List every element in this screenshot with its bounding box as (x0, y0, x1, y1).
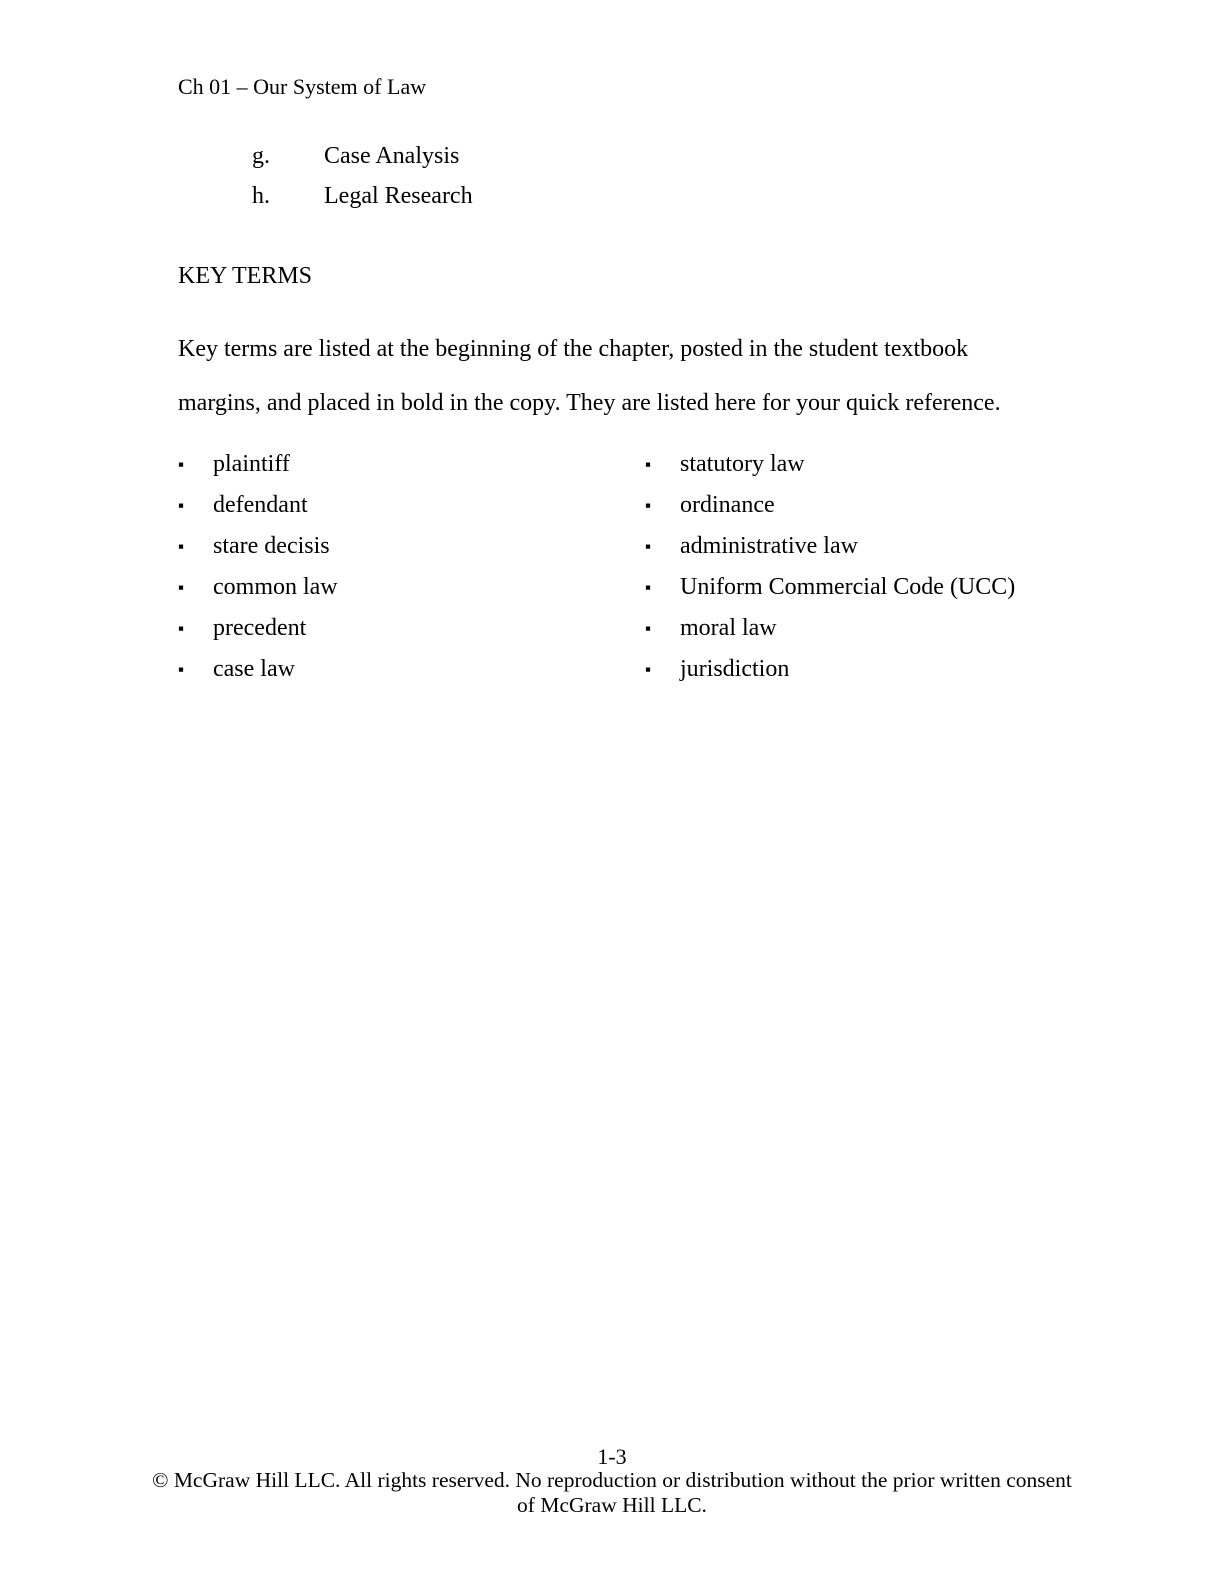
key-term-item (178, 608, 338, 649)
square-bullet-icon: ▪ (645, 455, 652, 474)
square-bullet-icon: ▪ (178, 496, 185, 515)
key-term-item (178, 567, 338, 608)
square-bullet-icon: ▪ (645, 537, 652, 556)
copyright-line: of McGraw Hill LLC. (517, 1493, 707, 1517)
key-term-item (178, 444, 338, 485)
key-term-label: stare decisis (213, 533, 330, 559)
key-term-label: statutory law (680, 451, 805, 477)
key-term-label: ordinance (680, 492, 775, 518)
page-number: 1-3 (597, 1444, 627, 1469)
key-term-label: common law (213, 574, 338, 600)
outline-item (252, 183, 473, 210)
outline-item (252, 143, 459, 170)
key-term-item (645, 485, 1015, 526)
key-term-label: administrative law (680, 533, 858, 559)
key-term-item (645, 567, 1015, 608)
key-term-item (645, 608, 1015, 649)
outline-item-label: Case Analysis (324, 143, 460, 169)
copyright-line: © McGraw Hill LLC. All rights reserved. No reproduction or distribution without the prior written consent (152, 1468, 1072, 1492)
square-bullet-icon: ▪ (645, 619, 652, 638)
outline-item-marker: h. (252, 183, 270, 209)
copyright-notice (0, 1468, 1224, 1518)
key-terms-right-column (645, 444, 1015, 690)
outline-item-marker: g. (252, 143, 270, 169)
key-term-item (645, 444, 1015, 485)
key-term-label: defendant (213, 492, 308, 518)
key-term-item (178, 485, 338, 526)
square-bullet-icon: ▪ (645, 660, 652, 679)
square-bullet-icon: ▪ (645, 496, 652, 515)
square-bullet-icon: ▪ (178, 619, 185, 638)
key-term-item (178, 526, 338, 567)
square-bullet-icon: ▪ (178, 537, 185, 556)
outline-item-label: Legal Research (324, 183, 473, 209)
square-bullet-icon: ▪ (178, 578, 185, 597)
key-term-label: jurisdiction (680, 656, 790, 682)
intro-paragraph: Key terms are listed at the beginning of the chapter, posted in the student textbook margins, and placed in bold in the copy. They are listed here for your quick reference. (178, 336, 1001, 416)
key-term-label: precedent (213, 615, 307, 641)
key-term-label: case law (213, 656, 295, 682)
key-terms-left-column (178, 444, 338, 690)
key-term-label: moral law (680, 615, 777, 641)
square-bullet-icon: ▪ (178, 660, 185, 679)
key-term-item (645, 649, 1015, 690)
key-term-item (178, 649, 338, 690)
key-term-item (645, 526, 1015, 567)
square-bullet-icon: ▪ (178, 455, 185, 474)
key-term-label: plaintiff (213, 451, 290, 477)
square-bullet-icon: ▪ (645, 578, 652, 597)
running-header: Ch 01 – Our System of Law (178, 74, 427, 99)
key-term-label: Uniform Commercial Code (UCC) (680, 574, 1016, 600)
section-heading: KEY TERMS (178, 263, 313, 289)
